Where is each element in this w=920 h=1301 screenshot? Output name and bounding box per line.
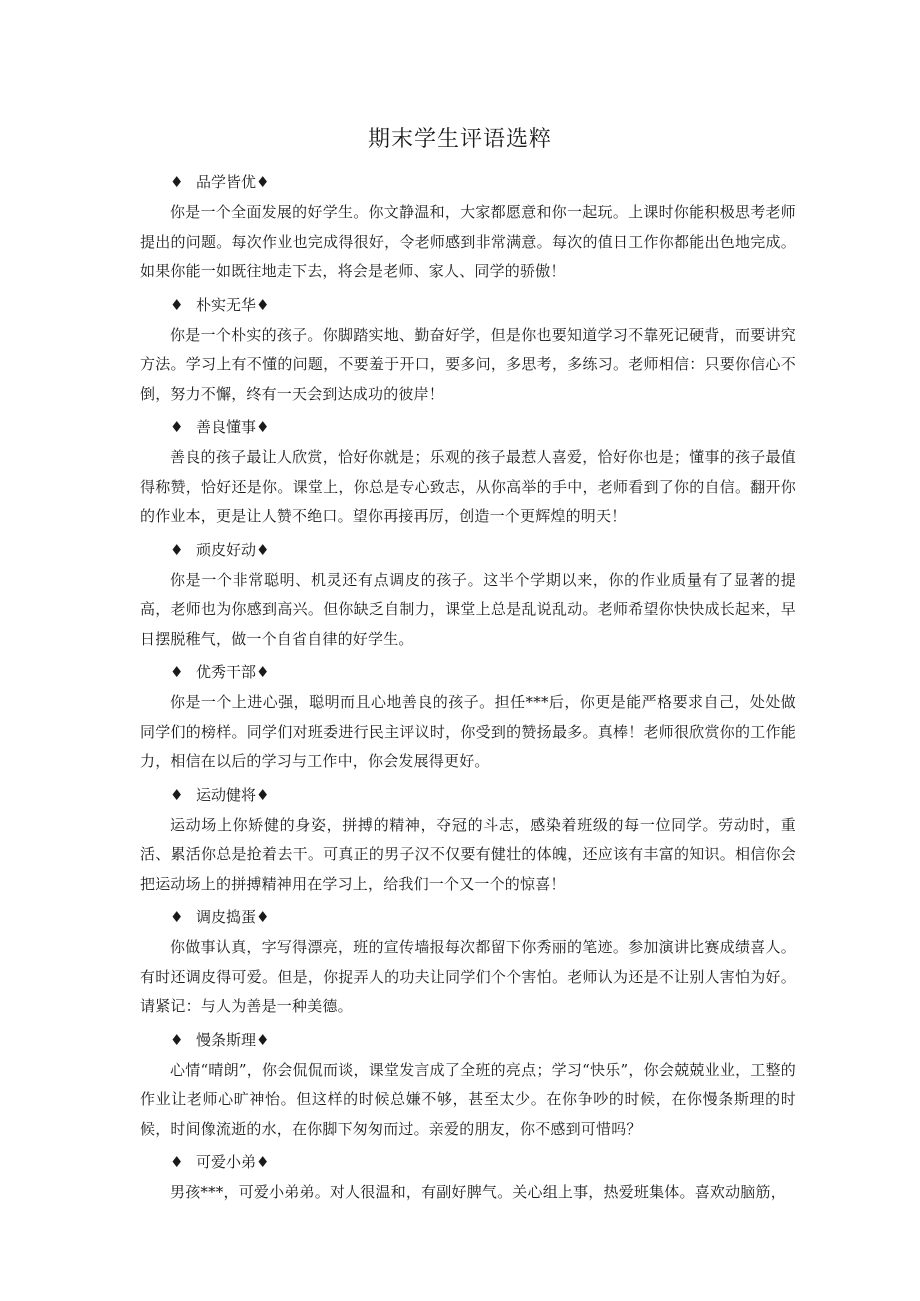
- diamond-bullet-icon: ♦: [170, 295, 184, 314]
- section-heading: [170, 656, 796, 688]
- section-heading-label: 优秀干部♦: [196, 663, 270, 681]
- section-heading-label: 运动健将♦: [196, 785, 270, 804]
- section-heading: [170, 166, 796, 198]
- section-paragraph: 你是一个全面发展的好学生。你文静温和，大家都愿意和你一起玩。上课时你能积极思考老师提出的问题。每次作业也完成得很好，令老师感到非常满意。每次的值日工作你都能出色地完成。如果你能一如既往地走下去，将会是老师、家人、同学的骄傲！: [140, 203, 796, 280]
- section-heading: [170, 411, 796, 443]
- section-paragraph: 男孩***，可爱小弟弟。对人很温和，有副好脾气。关心组上事，热爱班集体。喜欢动脑筋，: [170, 1183, 786, 1201]
- diamond-bullet-icon: ♦: [170, 1030, 184, 1049]
- section-heading-label: 可爱小弟♦: [196, 1153, 270, 1171]
- diamond-bullet-icon: ♦: [170, 418, 184, 436]
- section-paragraph: 你是一个上进心强，聪明而且心地善良的孩子。担任***后，你更是能严格要求自己，处处做同学们的榜样。同学们对班委进行民主评议时，你受到的赞扬最多。真棒！老师很欣赏你的工作能力，相信在以后的学习与工作中，你会发展得更好。: [140, 693, 796, 770]
- diamond-bullet-icon: ♦: [170, 540, 184, 559]
- section-heading: [170, 901, 796, 933]
- section-heading-label: 慢条斯理♦: [196, 1030, 270, 1049]
- section-paragraph: 你是一个朴实的孩子。你脚踏实地、勤奋好学，但是你也要知道学习不靠死记硬背，而要讲究方法。学习上有不懂的问题，不要羞于开口，要多问，多思考，多练习。老师相信：只要你信心不倒，努力不懈，终有一天会到达成功的彼岸！: [140, 325, 796, 403]
- section-paragraph: 运动场上你矫健的身姿，拼搏的精神，夺冠的斗志，感染着班级的每一位同学。劳动时，重活、累活你总是抢着去干。可真正的男子汉不仅要有健壮的体魄，还应该有丰富的知识。相信你会把运动场上的拼搏精神用在学习上，给我们一个又一个的惊喜！: [140, 815, 796, 893]
- section-heading-label: 朴实无华♦: [196, 295, 270, 314]
- section-paragraph: 善良的孩子最让人欣赏，恰好你就是；乐观的孩子最惹人喜爱，恰好你也是；懂事的孩子最值得称赞，恰好还是你。课堂上，你总是专心致志，从你高举的手中，老师看到了你的自信。翻开你的作业本，更是让人赞不绝口。望你再接再厉，创造一个更辉煌的明天！: [140, 448, 796, 525]
- section-paragraph: 心情“晴朗”，你会侃侃而谈，课堂发言成了全班的亮点；学习“快乐”，你会兢兢业业，工整的作业让老师心旷神怡。但这样的时候总嫌不够，甚至太少。在你争吵的时候，在你慢条斯理的时候，时间像流逝的水，在你脚下匆匆而过。亲爱的朋友，你不感到可惜吗？: [140, 1060, 796, 1138]
- section-heading-label: 品学皆优♦: [196, 173, 270, 191]
- section-heading: [170, 534, 796, 566]
- diamond-bullet-icon: ♦: [170, 908, 184, 926]
- section-paragraph: 你做事认真，字写得漂亮，班的宣传墙报每次都留下你秀丽的笔迹。参加演讲比赛成绩喜人。有时还调皮得可爱。但是，你捉弄人的功夫让同学们个个害怕。老师认为还是不让别人害怕为好。请紧记：与人为善是一种美德。: [140, 938, 796, 1015]
- section-heading: [170, 289, 796, 321]
- section-heading-label: 调皮捣蛋♦: [196, 908, 270, 926]
- diamond-bullet-icon: ♦: [170, 663, 184, 681]
- diamond-bullet-icon: ♦: [170, 1153, 184, 1171]
- section-paragraph: 你是一个非常聪明、机灵还有点调皮的孩子。这半个学期以来，你的作业质量有了显著的提高，老师也为你感到高兴。但你缺乏自制力，课堂上总是乱说乱动。老师希望你快快成长起来，早日摆脱稚气，做一个自省自律的好学生。: [140, 570, 796, 648]
- section-heading-label: 顽皮好动♦: [196, 540, 270, 559]
- comments-list: [140, 166, 796, 1210]
- section-heading: [170, 779, 796, 811]
- section-heading-label: 善良懂事♦: [196, 418, 270, 436]
- diamond-bullet-icon: ♦: [170, 173, 184, 191]
- section-heading: [170, 1024, 796, 1056]
- page-title: 期末学生评语选粹: [367, 127, 552, 152]
- section-heading: [170, 1146, 796, 1178]
- diamond-bullet-icon: ♦: [170, 785, 184, 804]
